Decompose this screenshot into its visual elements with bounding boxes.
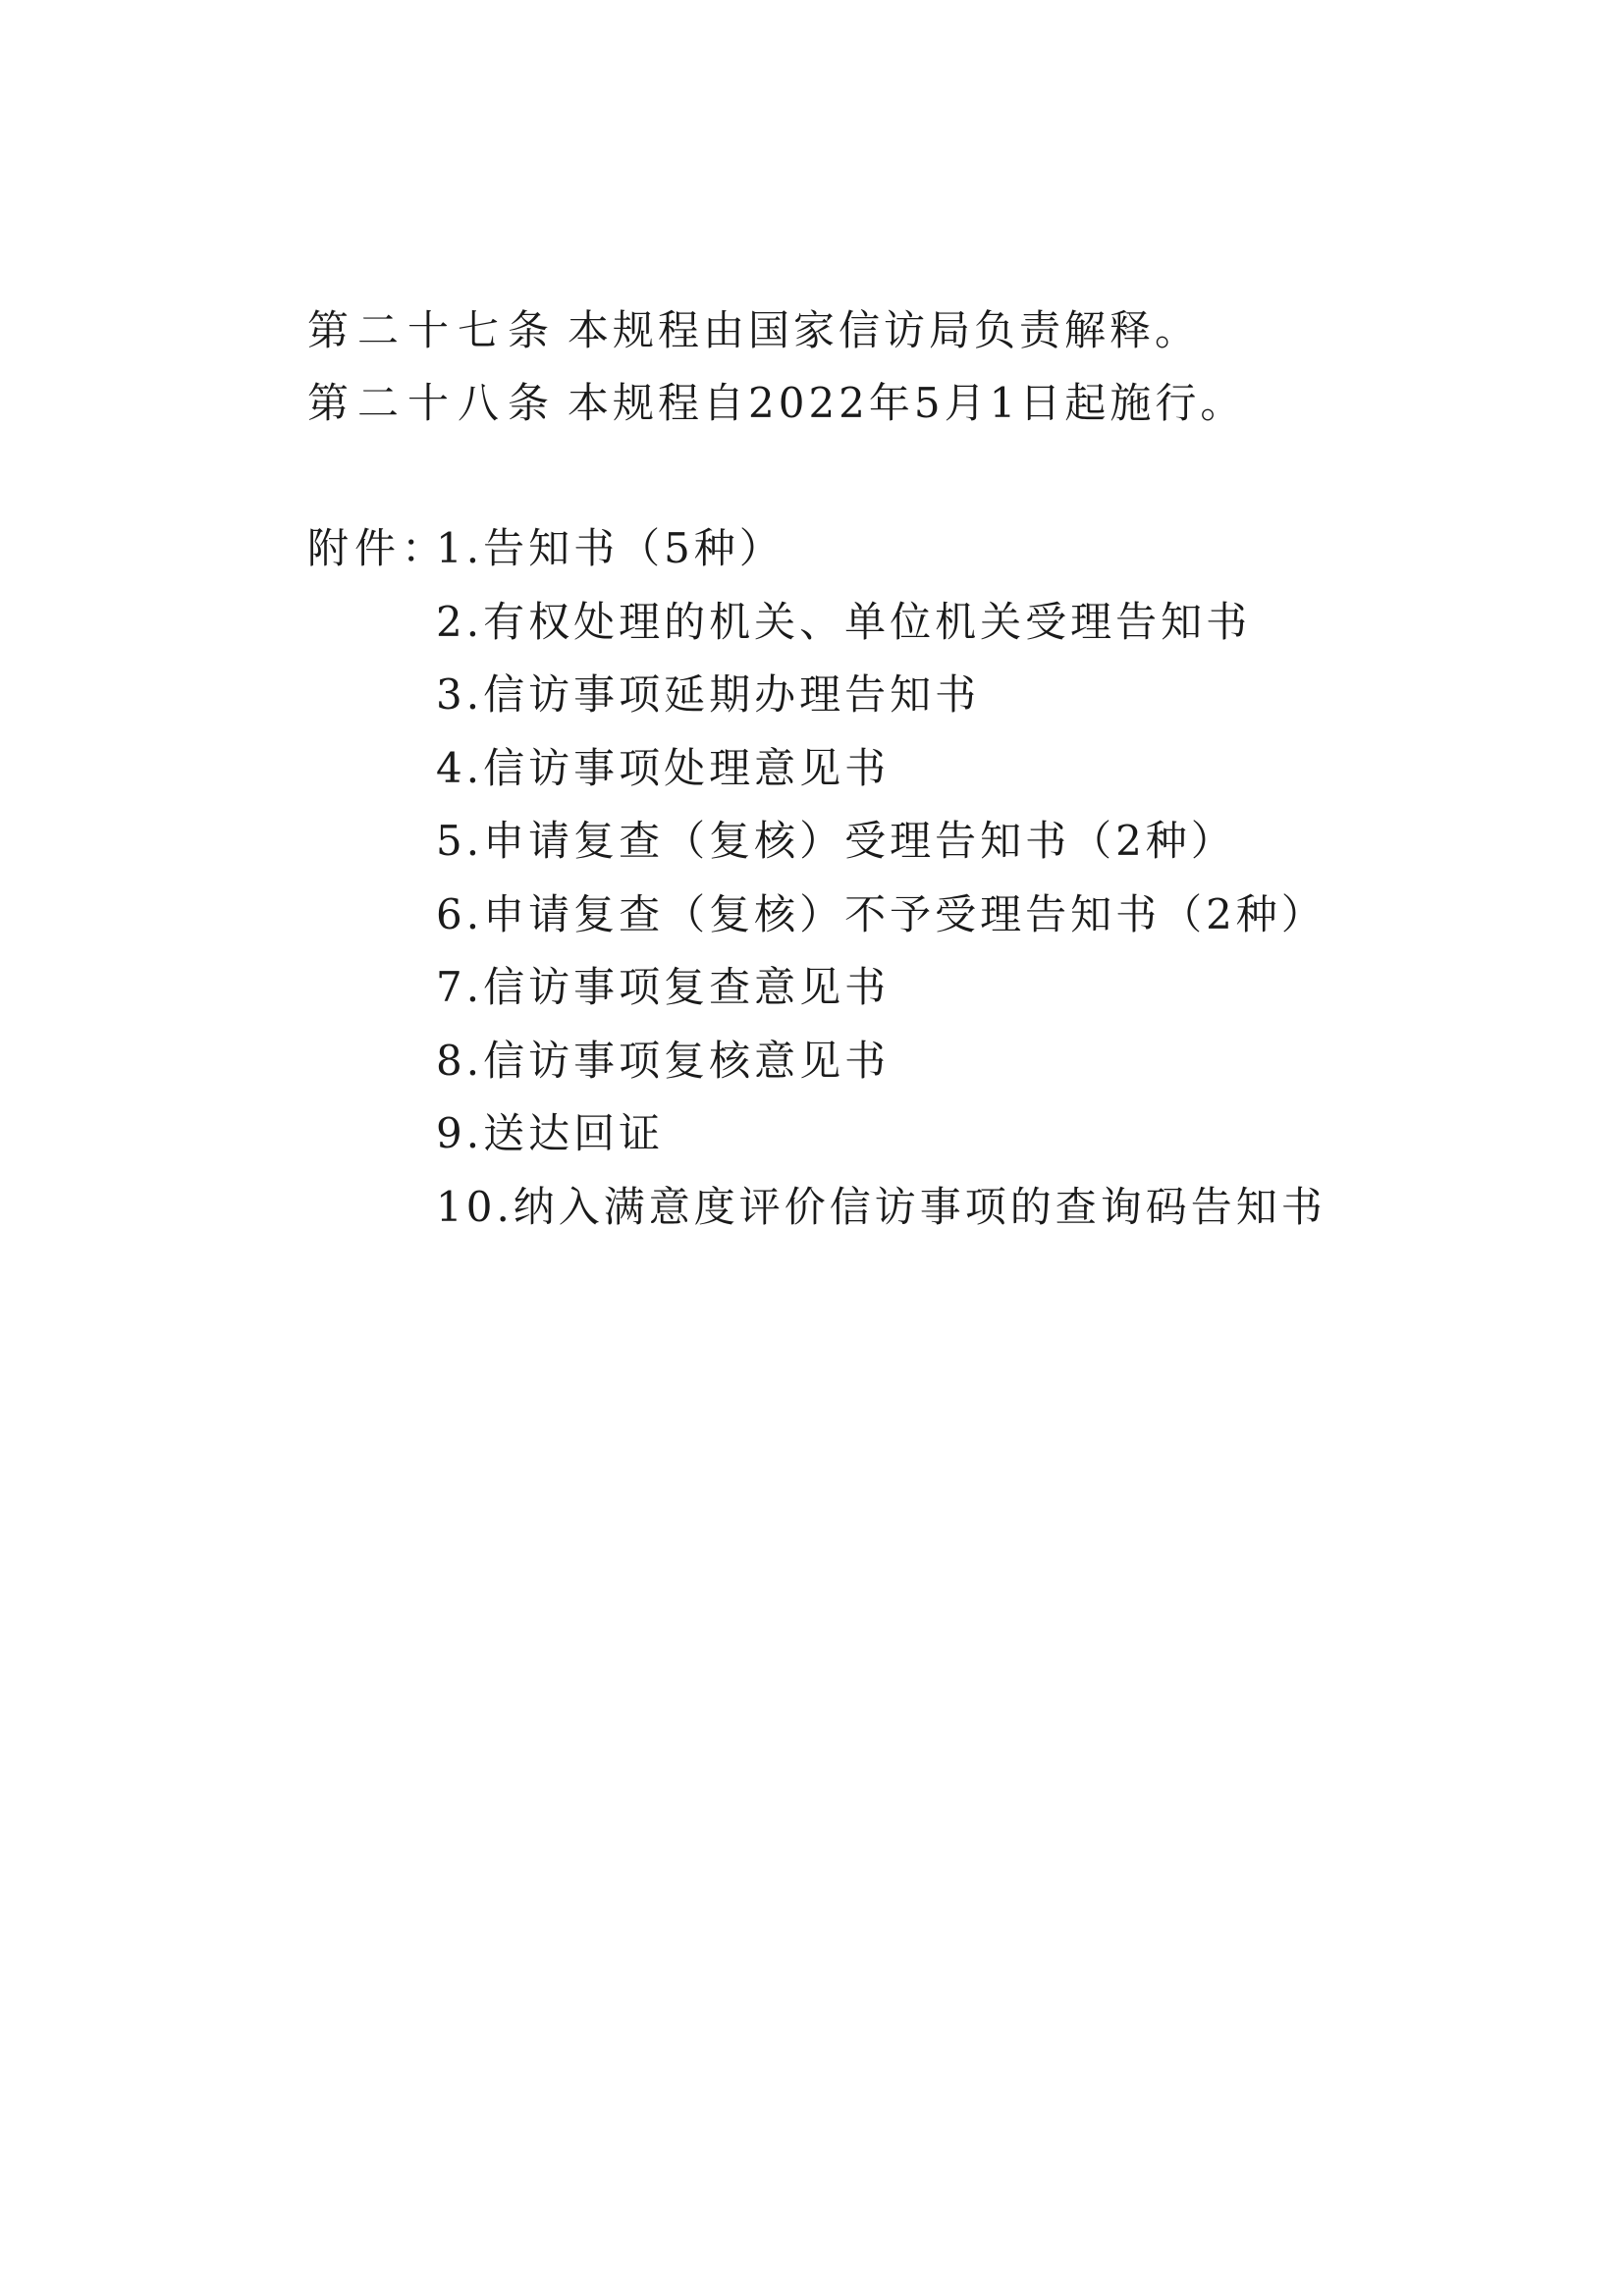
article-27-heading: 第二十七条 [307, 306, 559, 354]
article-27-text: 本规程由国家信访局负责解释。 [568, 306, 1201, 354]
attachment-item-7: 7.信访事项复查意见书 [436, 963, 891, 1011]
attachment-item-1: 1.告知书（5种） [436, 524, 785, 572]
attachment-item-4: 4.信访事项处理意见书 [436, 743, 891, 792]
attachments-label: 附件： [307, 524, 450, 572]
attachment-item-3: 3.信访事项延期办理告知书 [436, 670, 981, 719]
article-27 [307, 306, 1201, 354]
article-28-text: 本规程自2022年5月1日起施行。 [568, 379, 1246, 427]
attachment-item-10: 10.纳入满意度评价信访事项的查询码告知书 [436, 1182, 1326, 1231]
article-28-heading: 第二十八条 [307, 379, 559, 427]
article-28 [307, 379, 1246, 427]
attachment-item-2: 2.有权处理的机关、单位机关受理告知书 [436, 597, 1252, 646]
attachment-item-9: 9.送达回证 [436, 1109, 665, 1157]
attachment-item-6: 6.申请复查（复核）不予受理告知书（2种） [436, 889, 1326, 938]
attachment-item-8: 8.信访事项复核意见书 [436, 1036, 891, 1085]
attachment-item-5: 5.申请复查（复核）受理告知书（2种） [436, 817, 1236, 865]
attachments-list [436, 524, 1326, 1259]
